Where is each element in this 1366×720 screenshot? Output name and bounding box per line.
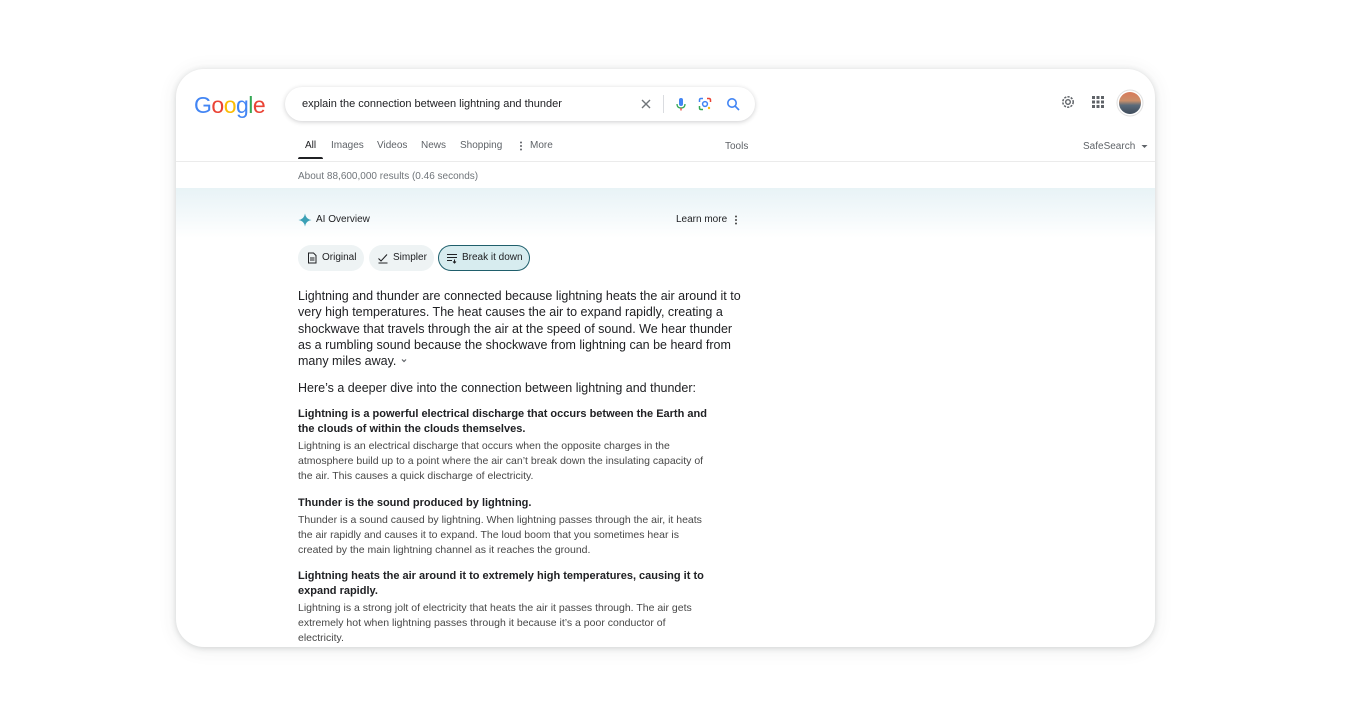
account-avatar[interactable] — [1119, 92, 1141, 114]
safesearch-button[interactable] — [1083, 141, 1148, 152]
search-icon[interactable] — [725, 96, 741, 112]
ai-overview-summary — [298, 288, 746, 369]
active-tab-indicator — [298, 157, 323, 159]
logo-letter: g — [235, 92, 249, 118]
overview-section — [298, 407, 708, 484]
apps-grid-icon[interactable] — [1089, 93, 1107, 111]
logo-letter: o — [223, 92, 236, 118]
chip-simpler[interactable] — [369, 245, 434, 271]
chip-label: Break it down — [462, 252, 523, 263]
google-lens-icon[interactable] — [697, 96, 713, 112]
sparkle-icon — [298, 213, 312, 227]
overview-section — [298, 569, 708, 646]
search-box[interactable] — [285, 87, 755, 121]
learn-more-link[interactable]: Learn more — [676, 214, 728, 225]
google-logo[interactable] — [194, 91, 265, 119]
logo-letter: e — [252, 92, 266, 118]
ai-overview-background — [176, 188, 1155, 238]
tab-videos[interactable]: Videos — [377, 140, 408, 151]
chip-original[interactable] — [298, 245, 364, 271]
chevron-down-icon[interactable] — [399, 357, 409, 365]
search-input[interactable]: explain the connection between lightning and thunder — [302, 98, 562, 110]
logo-letter: o — [211, 92, 224, 118]
tab-images[interactable]: Images — [331, 140, 364, 151]
section-heading: Thunder is the sound produced by lightning. — [298, 497, 532, 509]
chip-break-it-down[interactable] — [438, 245, 530, 271]
logo-letter: G — [194, 92, 212, 118]
tab-news[interactable]: News — [421, 140, 447, 151]
section-heading: Lightning heats the air around it to extremely high temperatures, causing it to expand rapidly. — [298, 570, 704, 597]
microphone-icon[interactable] — [673, 96, 689, 112]
dropdown-arrow-icon — [1141, 144, 1148, 149]
more-options-icon[interactable] — [732, 213, 740, 227]
tools-button[interactable]: Tools — [725, 141, 749, 152]
tab-more[interactable]: More — [530, 140, 553, 151]
gear-icon[interactable] — [1059, 93, 1077, 111]
clear-icon[interactable] — [638, 96, 654, 112]
browser-window — [176, 69, 1155, 647]
tab-shopping[interactable]: Shopping — [460, 140, 503, 151]
tab-all[interactable]: All — [305, 140, 317, 151]
search-divider — [663, 95, 664, 113]
check-simplify-icon — [377, 252, 389, 264]
chip-label: Original — [322, 252, 357, 263]
overview-section — [298, 496, 708, 558]
list-breakdown-icon — [446, 252, 458, 264]
ai-overview-title: AI Overview — [316, 214, 370, 225]
document-icon — [306, 252, 318, 264]
deeper-dive-heading: Here’s a deeper dive into the connection between lightning and thunder: — [298, 381, 696, 395]
section-body: Lightning is an electrical discharge that occurs when the opposite charges in the atmosphere build up to a point where the air can’t break down the insulating capacity of the air. This causes a quick discharge of electricity. — [298, 440, 704, 482]
tabs-divider — [176, 161, 1155, 162]
summary-text: Lightning and thunder are connected because lightning heats the air around it to very high temperatures. The heat causes the air to expand rapidly, creating a shockwave that travels through the air at the speed of sound. We hear thunder as a rumbling sound because the shockwave from lightning can be heard from many miles away. — [298, 289, 741, 369]
chip-label: Simpler — [393, 252, 427, 263]
section-heading: Lightning is a powerful electrical discharge that occurs between the Earth and the clouds of within the clouds themselves. — [298, 408, 707, 435]
logo-letter: l — [248, 92, 253, 118]
result-stats: About 88,600,000 results (0.46 seconds) — [298, 171, 479, 182]
more-vert-icon[interactable] — [518, 140, 524, 152]
section-body: Thunder is a sound caused by lightning. When lightning passes through the air, it heats the air rapidly and causes it to expand. The loud boom that you sometimes hear is created by the main lightning channel as it reaches the ground. — [298, 514, 702, 556]
safesearch-label: SafeSearch — [1083, 141, 1136, 152]
section-body: Lightning is a strong jolt of electricity that heats the air it passes through. The air gets extremely hot when lightning passes through it because it’s a poor conductor of electricity. — [298, 602, 692, 644]
